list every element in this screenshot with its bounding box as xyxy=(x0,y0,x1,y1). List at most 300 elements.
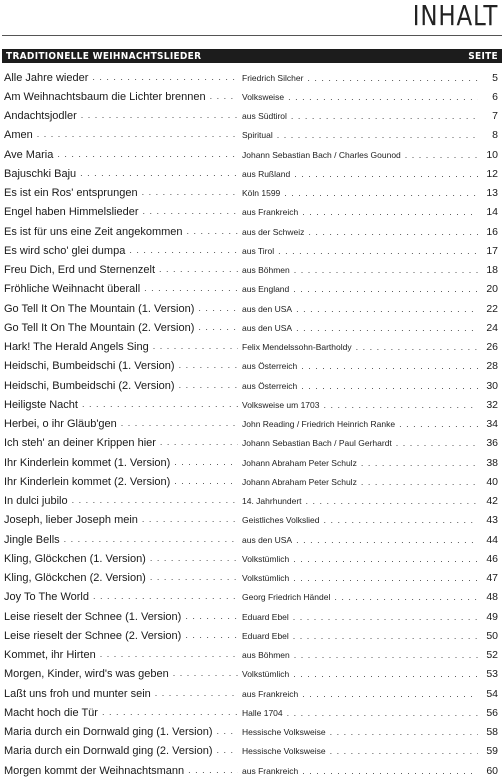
page-number: 52 xyxy=(486,649,498,662)
toc-entry[interactable] xyxy=(4,376,498,395)
song-title: Ich steh' an deiner Krippen hier xyxy=(4,437,156,450)
toc-title-cell xyxy=(4,187,242,199)
toc-source-cell xyxy=(242,727,482,737)
dot-leader xyxy=(293,284,478,294)
toc-source-cell xyxy=(242,381,482,391)
toc-entry[interactable] xyxy=(4,203,498,222)
toc-entry[interactable] xyxy=(4,703,498,722)
dot-leader xyxy=(185,611,238,623)
song-source: aus Frankreich xyxy=(242,688,299,699)
toc-entry[interactable] xyxy=(4,626,498,645)
song-source: Volkstümlich xyxy=(242,573,290,584)
toc-title-cell xyxy=(4,418,242,430)
toc-entry[interactable] xyxy=(4,68,498,87)
dot-leader xyxy=(301,381,478,391)
song-title: Kling, Glöckchen (1. Version) xyxy=(4,552,146,565)
song-source: 14. Jahrhundert xyxy=(242,496,302,507)
toc-title-cell xyxy=(4,457,242,469)
toc-source-cell xyxy=(242,746,482,756)
toc-source-cell xyxy=(242,612,482,622)
dot-leader xyxy=(330,746,478,756)
toc-source-cell xyxy=(242,631,482,641)
page-number: 22 xyxy=(486,302,498,315)
dot-leader xyxy=(210,91,238,103)
song-title: Ihr Kinderlein kommet (1. Version) xyxy=(4,456,171,469)
dot-leader xyxy=(296,304,478,314)
song-source: aus den USA xyxy=(242,534,293,545)
toc-title-cell xyxy=(4,72,242,84)
toc-title-cell xyxy=(4,765,242,777)
song-title: Hark! The Herald Angels Sing xyxy=(4,341,149,354)
song-title: Es ist ein Ros' entsprungen xyxy=(4,187,138,200)
dot-leader xyxy=(144,283,238,295)
toc-source-cell xyxy=(242,188,482,198)
dot-leader xyxy=(296,535,478,545)
dot-leader xyxy=(405,150,478,160)
toc-title-cell xyxy=(4,514,242,526)
toc-title-cell xyxy=(4,226,242,238)
toc-title-cell xyxy=(4,303,242,315)
dot-leader xyxy=(142,514,238,526)
toc-entry[interactable] xyxy=(4,107,498,126)
song-source: Georg Friedrich Händel xyxy=(242,592,331,603)
song-title: Macht hoch die Tür xyxy=(4,706,98,719)
page-number: 8 xyxy=(492,129,498,142)
toc-title-cell xyxy=(4,110,242,122)
section-header-bar xyxy=(2,49,502,63)
page-number: 26 xyxy=(486,341,498,354)
dot-leader xyxy=(121,418,238,430)
page-number: 53 xyxy=(486,668,498,681)
toc-source-cell xyxy=(242,169,482,179)
song-source: aus der Schweiz xyxy=(242,226,305,237)
song-title: Leise rieselt der Schnee (1. Version) xyxy=(4,610,182,623)
song-title: Herbei, o ihr Gläub'gen xyxy=(4,418,117,431)
toc-entry[interactable] xyxy=(4,241,498,260)
toc-source-cell xyxy=(242,111,482,121)
dot-leader xyxy=(174,457,238,469)
page-number: 17 xyxy=(486,244,498,257)
toc-title-cell xyxy=(4,399,242,411)
toc-title-cell xyxy=(4,264,242,276)
dot-leader xyxy=(159,264,238,276)
dot-leader xyxy=(294,265,478,275)
page-number: 6 xyxy=(492,90,498,103)
page-number: 32 xyxy=(486,398,498,411)
song-title: Laßt uns froh und munter sein xyxy=(4,687,151,700)
page-number: 56 xyxy=(486,706,498,719)
toc-entry[interactable] xyxy=(4,665,498,684)
song-source: Hessische Volksweise xyxy=(242,746,326,757)
toc-entry[interactable] xyxy=(4,434,498,453)
toc-source-cell xyxy=(242,323,482,333)
song-source: aus Frankreich xyxy=(242,207,299,218)
toc-source-cell xyxy=(242,708,482,718)
song-source: aus Frankreich xyxy=(242,765,299,776)
page-number: 14 xyxy=(486,206,498,219)
dot-leader xyxy=(198,303,238,315)
song-title: Leise rieselt der Schnee (2. Version) xyxy=(4,629,182,642)
toc-list xyxy=(4,68,498,780)
dot-leader xyxy=(129,245,238,257)
song-title: Am Weihnachtsbaum die Lichter brennen xyxy=(4,90,206,103)
dot-leader xyxy=(93,591,238,603)
dot-leader xyxy=(277,130,478,140)
toc-title-cell xyxy=(4,572,242,584)
dot-leader xyxy=(293,573,478,583)
dot-leader xyxy=(153,341,238,353)
toc-entry[interactable] xyxy=(4,280,498,299)
song-title: Maria durch ein Dornwald ging (2. Version) xyxy=(4,745,213,758)
song-source: Eduard Ebel xyxy=(242,630,289,641)
toc-entry[interactable] xyxy=(4,126,498,145)
dot-leader xyxy=(334,592,478,602)
toc-title-cell xyxy=(4,649,242,661)
toc-title-cell xyxy=(4,726,242,738)
toc-title-cell xyxy=(4,322,242,334)
dot-leader xyxy=(81,110,238,122)
toc-entry[interactable] xyxy=(4,164,498,183)
page-number: 42 xyxy=(486,495,498,508)
song-title: Fröhliche Weihnacht überall xyxy=(4,283,141,296)
dot-leader xyxy=(80,168,238,180)
song-title: Go Tell It On The Mountain (2. Version) xyxy=(4,321,195,334)
page-number: 13 xyxy=(486,187,498,200)
song-source: aus Tirol xyxy=(242,245,275,256)
toc-entry[interactable] xyxy=(4,415,498,434)
toc-entry[interactable] xyxy=(4,395,498,414)
toc-title-cell xyxy=(4,91,242,103)
page-number: 43 xyxy=(486,514,498,527)
toc-source-cell xyxy=(242,650,482,660)
song-source: aus Rußland xyxy=(242,168,291,179)
toc-title-cell xyxy=(4,553,242,565)
page-number: 44 xyxy=(486,533,498,546)
song-title: In dulci jubilo xyxy=(4,495,68,508)
dot-leader xyxy=(293,612,478,622)
section-title: TRADITIONELLE WEIHNACHTSLIEDER xyxy=(6,50,202,62)
dot-leader xyxy=(323,515,478,525)
song-title: Freu Dich, Erd und Sternenzelt xyxy=(4,264,156,277)
toc-source-cell xyxy=(242,361,482,371)
song-title: Jingle Bells xyxy=(4,533,60,546)
dot-leader xyxy=(302,207,478,217)
dot-leader xyxy=(293,669,478,679)
toc-source-cell xyxy=(242,554,482,564)
dot-leader xyxy=(100,649,238,661)
toc-title-cell xyxy=(4,341,242,353)
page-number: 60 xyxy=(486,764,498,777)
dot-leader xyxy=(308,227,478,237)
page-number: 50 xyxy=(486,629,498,642)
heading-rule xyxy=(2,35,502,36)
toc-source-cell xyxy=(242,207,482,217)
dot-leader xyxy=(217,726,239,738)
toc-entry[interactable] xyxy=(4,511,498,530)
song-title: Joy To The World xyxy=(4,591,89,604)
dot-leader xyxy=(150,553,238,565)
dot-leader xyxy=(179,360,238,372)
toc-title-cell xyxy=(4,283,242,295)
song-title: Go Tell It On The Mountain (1. Version) xyxy=(4,302,195,315)
toc-source-cell xyxy=(242,419,482,429)
toc-source-cell xyxy=(242,73,482,83)
dot-leader xyxy=(102,707,238,719)
toc-entry[interactable] xyxy=(4,338,498,357)
song-source: Johann Sebastian Bach / Charles Gounod xyxy=(242,149,401,160)
toc-entry[interactable] xyxy=(4,530,498,549)
song-source: aus Österreich xyxy=(242,361,298,372)
dot-leader xyxy=(294,650,478,660)
toc-entry[interactable] xyxy=(4,646,498,665)
page-number: 59 xyxy=(486,745,498,758)
toc-title-cell xyxy=(4,149,242,161)
toc-source-cell xyxy=(242,246,482,256)
page-number: 34 xyxy=(486,418,498,431)
dot-leader xyxy=(330,727,478,737)
toc-source-cell xyxy=(242,458,482,468)
song-source: Friedrich Silcher xyxy=(242,72,304,83)
song-source: aus Österreich xyxy=(242,380,298,391)
toc-entry[interactable] xyxy=(4,261,498,280)
page-number: 54 xyxy=(486,687,498,700)
dot-leader xyxy=(288,92,478,102)
song-title: Ave Maria xyxy=(4,148,54,161)
toc-title-cell xyxy=(4,437,242,449)
toc-source-cell xyxy=(242,150,482,160)
toc-entry[interactable] xyxy=(4,607,498,626)
dot-leader xyxy=(143,206,238,218)
song-source: Halle 1704 xyxy=(242,707,283,718)
toc-title-cell xyxy=(4,360,242,372)
page-number: 48 xyxy=(486,591,498,604)
page-number: 18 xyxy=(486,264,498,277)
toc-source-cell xyxy=(242,400,482,410)
song-source: Johann Abraham Peter Schulz xyxy=(242,457,357,468)
toc-title-cell xyxy=(4,707,242,719)
page-number: 5 xyxy=(492,71,498,84)
toc-title-cell xyxy=(4,591,242,603)
dot-leader xyxy=(142,187,238,199)
page-number: 30 xyxy=(486,379,498,392)
dot-leader xyxy=(217,745,239,757)
page-number: 12 xyxy=(486,167,498,180)
toc-source-cell xyxy=(242,92,482,102)
song-source: Johann Abraham Peter Schulz xyxy=(242,476,357,487)
page-number: 36 xyxy=(486,437,498,450)
page-number: 38 xyxy=(486,456,498,469)
dot-leader xyxy=(57,149,238,161)
dot-leader xyxy=(294,169,478,179)
song-title: Heidschi, Bumbeidschi (1. Version) xyxy=(4,360,175,373)
song-source: aus den USA xyxy=(242,303,293,314)
toc-entry[interactable] xyxy=(4,357,498,376)
dot-leader xyxy=(72,495,238,507)
song-source: Eduard Ebel xyxy=(242,611,289,622)
dot-leader xyxy=(296,323,478,333)
song-source: Geistliches Volkslied xyxy=(242,515,320,526)
toc-source-cell xyxy=(242,284,482,294)
toc-entry[interactable] xyxy=(4,742,498,761)
song-source: Volkstümlich xyxy=(242,669,290,680)
toc-source-cell xyxy=(242,496,482,506)
toc-entry[interactable] xyxy=(4,299,498,318)
toc-entry[interactable] xyxy=(4,184,498,203)
toc-source-cell xyxy=(242,573,482,583)
dot-leader xyxy=(293,631,478,641)
toc-source-cell xyxy=(242,304,482,314)
toc-entry[interactable] xyxy=(4,222,498,241)
toc-title-cell xyxy=(4,168,242,180)
song-title: Andachtsjodler xyxy=(4,110,77,123)
toc-title-cell xyxy=(4,129,242,141)
song-source: Felix Mendelssohn-Bartholdy xyxy=(242,342,352,353)
song-source: Volksweise um 1703 xyxy=(242,399,320,410)
dot-leader xyxy=(278,246,478,256)
song-title: Es ist für uns eine Zeit angekommen xyxy=(4,225,183,238)
page-number: 58 xyxy=(486,726,498,739)
toc-source-cell xyxy=(242,535,482,545)
song-title: Engel haben Himmelslieder xyxy=(4,206,139,219)
dot-leader xyxy=(82,399,238,411)
song-title: Morgen kommt der Weihnachtsmann xyxy=(4,764,185,777)
dot-leader xyxy=(293,554,478,564)
dot-leader xyxy=(174,476,238,488)
song-title: Amen xyxy=(4,129,33,142)
dot-leader xyxy=(361,477,478,487)
toc-source-cell xyxy=(242,265,482,275)
dot-leader xyxy=(324,400,479,410)
page-number: 28 xyxy=(486,360,498,373)
song-source: Hessische Volksweise xyxy=(242,727,326,738)
page-number: 24 xyxy=(486,321,498,334)
page-number: 40 xyxy=(486,475,498,488)
song-source: aus Böhmen xyxy=(242,265,290,276)
song-title: Maria durch ein Dornwald ging (1. Version) xyxy=(4,726,213,739)
page-number: 47 xyxy=(486,572,498,585)
song-title: Ihr Kinderlein kommet (2. Version) xyxy=(4,475,171,488)
song-title: Kling, Glöckchen (2. Version) xyxy=(4,572,146,585)
dot-leader xyxy=(307,73,478,83)
toc-source-cell xyxy=(242,130,482,140)
dot-leader xyxy=(302,766,478,776)
toc-source-cell xyxy=(242,689,482,699)
page-heading: INHALT xyxy=(412,0,498,32)
toc-entry[interactable] xyxy=(4,588,498,607)
toc-source-cell xyxy=(242,592,482,602)
song-source: Volksweise xyxy=(242,91,285,102)
dot-leader xyxy=(187,226,238,238)
dot-leader xyxy=(399,419,478,429)
song-title: Heidschi, Bumbeidschi (2. Version) xyxy=(4,379,175,392)
song-title: Es wird scho' glei dumpa xyxy=(4,244,126,257)
toc-entry[interactable] xyxy=(4,87,498,106)
song-title: Kommet, ihr Hirten xyxy=(4,649,96,662)
toc-entry[interactable] xyxy=(4,492,498,511)
dot-leader xyxy=(284,188,478,198)
dot-leader xyxy=(173,668,238,680)
toc-title-cell xyxy=(4,668,242,680)
dot-leader xyxy=(291,111,478,121)
toc-title-cell xyxy=(4,380,242,392)
dot-leader xyxy=(92,72,238,84)
toc-title-cell xyxy=(4,688,242,700)
dot-leader xyxy=(179,380,238,392)
dot-leader xyxy=(301,361,478,371)
toc-title-cell xyxy=(4,630,242,642)
toc-entry[interactable] xyxy=(4,145,498,164)
toc-entry[interactable] xyxy=(4,318,498,337)
toc-source-cell xyxy=(242,342,482,352)
song-source: John Reading / Friedrich Heinrich Ranke xyxy=(242,419,396,430)
toc-entry[interactable] xyxy=(4,569,498,588)
page-column-header: SEITE xyxy=(468,50,498,62)
dot-leader xyxy=(64,534,238,546)
song-source: Volkstümlich xyxy=(242,553,290,564)
dot-leader xyxy=(306,496,478,506)
toc-entry[interactable] xyxy=(4,472,498,491)
page-number: 16 xyxy=(486,225,498,238)
dot-leader xyxy=(160,437,238,449)
page-number: 20 xyxy=(486,283,498,296)
page-number: 46 xyxy=(486,552,498,565)
toc-entry[interactable] xyxy=(4,723,498,742)
page-number: 49 xyxy=(486,610,498,623)
dot-leader xyxy=(361,458,478,468)
toc-source-cell xyxy=(242,477,482,487)
dot-leader xyxy=(302,689,478,699)
song-title: Alle Jahre wieder xyxy=(4,71,89,84)
toc-title-cell xyxy=(4,245,242,257)
toc-entry[interactable] xyxy=(4,684,498,703)
song-source: Spiritual xyxy=(242,130,273,141)
toc-source-cell xyxy=(242,438,482,448)
toc-title-cell xyxy=(4,495,242,507)
dot-leader xyxy=(155,688,238,700)
dot-leader xyxy=(150,572,238,584)
dot-leader xyxy=(37,129,238,141)
song-source: aus den USA xyxy=(242,322,293,333)
song-source: aus England xyxy=(242,284,290,295)
toc-source-cell xyxy=(242,766,482,776)
toc-title-cell xyxy=(4,611,242,623)
toc-source-cell xyxy=(242,515,482,525)
page-number: 7 xyxy=(492,110,498,123)
song-title: Joseph, lieber Joseph mein xyxy=(4,514,138,527)
song-title: Bajuschki Baju xyxy=(4,167,77,180)
toc-title-cell xyxy=(4,745,242,757)
toc-entry[interactable] xyxy=(4,453,498,472)
toc-entry[interactable] xyxy=(4,761,498,780)
toc-source-cell xyxy=(242,669,482,679)
toc-source-cell xyxy=(242,227,482,237)
toc-title-cell xyxy=(4,534,242,546)
dot-leader xyxy=(188,765,238,777)
toc-entry[interactable] xyxy=(4,549,498,568)
dot-leader xyxy=(185,630,238,642)
song-source: aus Südtirol xyxy=(242,111,287,122)
dot-leader xyxy=(396,438,478,448)
song-title: Morgen, Kinder, wird's was geben xyxy=(4,668,169,681)
toc-title-cell xyxy=(4,206,242,218)
song-source: aus Böhmen xyxy=(242,650,290,661)
song-source: Johann Sebastian Bach / Paul Gerhardt xyxy=(242,438,392,449)
song-source: Köln 1599 xyxy=(242,188,281,199)
dot-leader xyxy=(287,708,478,718)
song-title: Heiligste Nacht xyxy=(4,398,78,411)
page-number: 10 xyxy=(486,148,498,161)
dot-leader xyxy=(356,342,478,352)
